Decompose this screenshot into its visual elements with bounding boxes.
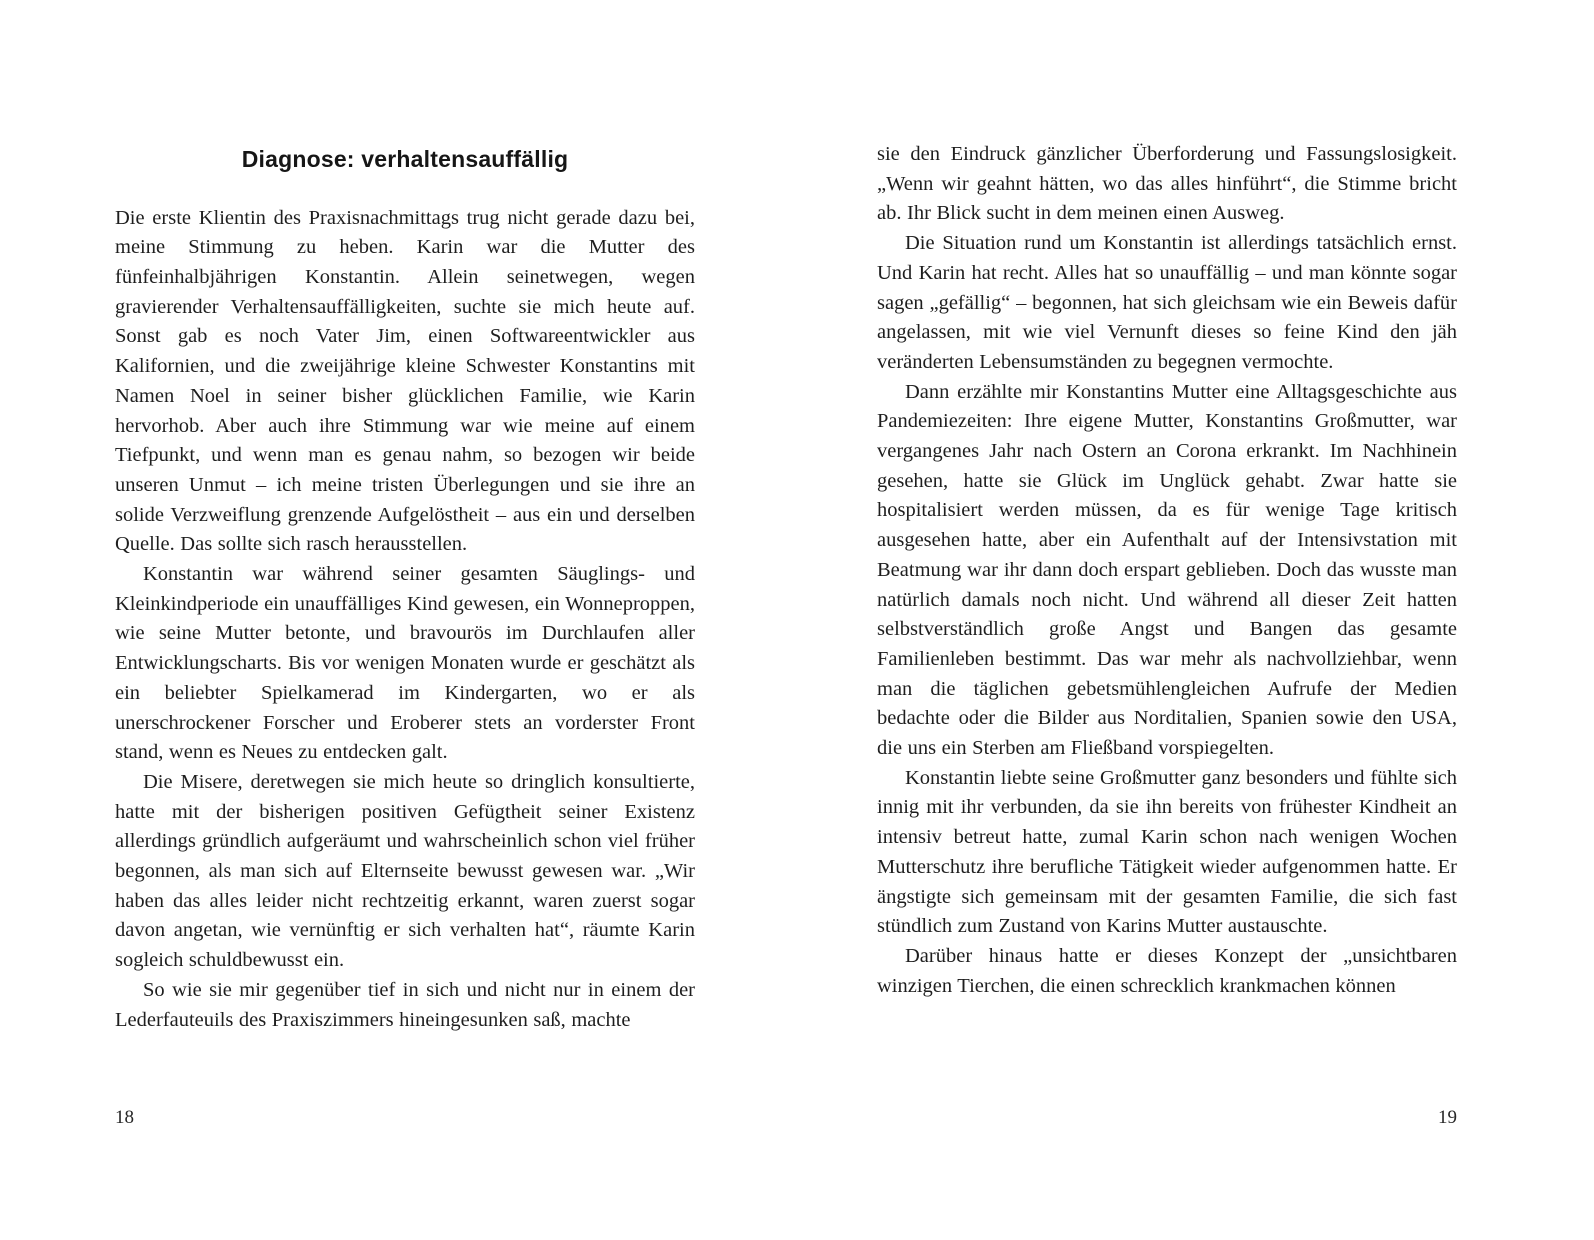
paragraph: Dann erzählte mir Konstantins Mutter eine Alltagsgeschichte aus Pandemiezeiten: Ihre eigene Mutter, Konstantins Großmutter, war vergangenes Jahr nach Ostern an Corona erkrankt. Im Nachhinein gesehen, hatte sie Glück im Unglück gehabt. Zwar hatte sie hospitalisiert werden müssen, da es für wenige Tage kritisch ausgesehen hatte, aber ein Aufenthalt auf der Intensivstation mit Beatmung war ihr dann doch erspart geblieben. Doch das wusste man natürlich damals noch nicht. Und während all dieser Zeit hatten selbstverständlich große Angst und Bangen das gesamte Familienleben bestimmt. Das war mehr als nachvollziehbar, wenn man die täglichen gebetsmühlengleichen Aufrufe der Medien bedachte oder die Bilder aus Norditalien, Spanien sowie den USA, die uns ein Sterben am Fließband vorspiegelten.	[877, 380, 1457, 760]
paragraph: Konstantin liebte seine Großmutter ganz besonders und fühlte sich innig mit ihr verbunden, da sie ihn bereits von frühester Kindheit an intensiv betreut hatte, zumal Karin schon nach wenigen Wochen Mutterschutz ihre berufliche Tätigkeit wieder aufgenommen hatte. Er ängstigte sich gemeinsam mit der gesamten Familie, die sich fast stündlich zum Zustand von Karins Mutter austauschte.	[877, 766, 1457, 938]
paragraph: Darüber hinaus hatte er dieses Konzept der „unsichtbaren winzigen Tierchen, die einen schrecklich krankmachen können	[877, 944, 1457, 997]
paragraph: Die Misere, deretwegen sie mich heute so dringlich konsultierte, hatte mit der bisherigen positiven Gefügtheit seiner Existenz allerdings gründlich aufgeräumt und wahrscheinlich schon viel früher begonnen, als man sich auf Elternseite bewusst gewesen war. „Wir haben das alles leider nicht rechtzeitig erkannt, waren zuerst sogar davon angetan, wie vernünftig er sich verhalten hat“, räumte Karin sogleich schuldbewusst ein.	[115, 770, 695, 972]
page-right	[877, 0, 1457, 1240]
paragraph: Die erste Klientin des Praxisnachmittags trug nicht gerade dazu bei, meine Stimmung zu heben. Karin war die Mutter des fünfeinhalbjährigen Konstantin. Allein seinetwegen, wegen gravierender Verhaltensauffälligkeiten, suchte sie mich heute auf. Sonst gab es noch Vater Jim, einen Softwareentwickler aus Kalifornien, und die zweijährige kleine Schwester Konstantins mit Namen Noel in seiner bisher glücklichen Familie, wie Karin hervorhob. Aber auch ihre Stimmung war wie meine auf einem Tiefpunkt, und wenn man es genau nahm, so bezogen wir beide unseren Unmut – ich meine tristen Überlegungen und sie ihre an solide Verzweiflung grenzende Aufgelöstheit – aus ein und derselben Quelle. Das sollte sich rasch herausstellen.	[115, 206, 695, 556]
chapter-heading: Diagnose: verhaltensauffällig	[241, 146, 569, 172]
page-number-left: 18	[115, 1107, 134, 1128]
paragraph: So wie sie mir gegenüber tief in sich und nicht nur in einem der Lederfauteuils des Praxiszimmers hineingesunken saß, machte	[115, 978, 695, 1031]
paragraph: Konstantin war während seiner gesamten Säuglings- und Kleinkindperiode ein unauffälliges Kind gewesen, ein Wonneproppen, wie seine Mutter betonte, und bravourös im Durchlaufen aller Entwicklungscharts. Bis vor wenigen Monaten wurde er geschätzt als ein beliebter Spielkamerad im Kindergarten, wo er als unerschrockener Forscher und Eroberer stets an vorderster Front stand, wenn es Neues zu entdecken galt.	[115, 563, 695, 764]
paragraph: Die Situation rund um Konstantin ist allerdings tatsächlich ernst. Und Karin hat recht. Alles hat so unauffällig – und man könnte sogar sagen „gefällig“ – begonnen, hat sich gleichsam wie ein Beweis dafür angelassen, mit wie viel Vernunft dieses so feine Kind den jäh veränderten Lebensumständen zu begegnen vermochte.	[877, 232, 1457, 373]
page-number-right: 19	[1438, 1107, 1457, 1128]
page-left	[115, 0, 695, 1240]
paragraph: sie den Eindruck gänzlicher Überforderung und Fassungslosigkeit. „Wenn wir geahnt hätten, wo das alles hinführt“, die Stimme bricht ab. Ihr Blick sucht in dem meinen einen Ausweg.	[877, 143, 1457, 225]
